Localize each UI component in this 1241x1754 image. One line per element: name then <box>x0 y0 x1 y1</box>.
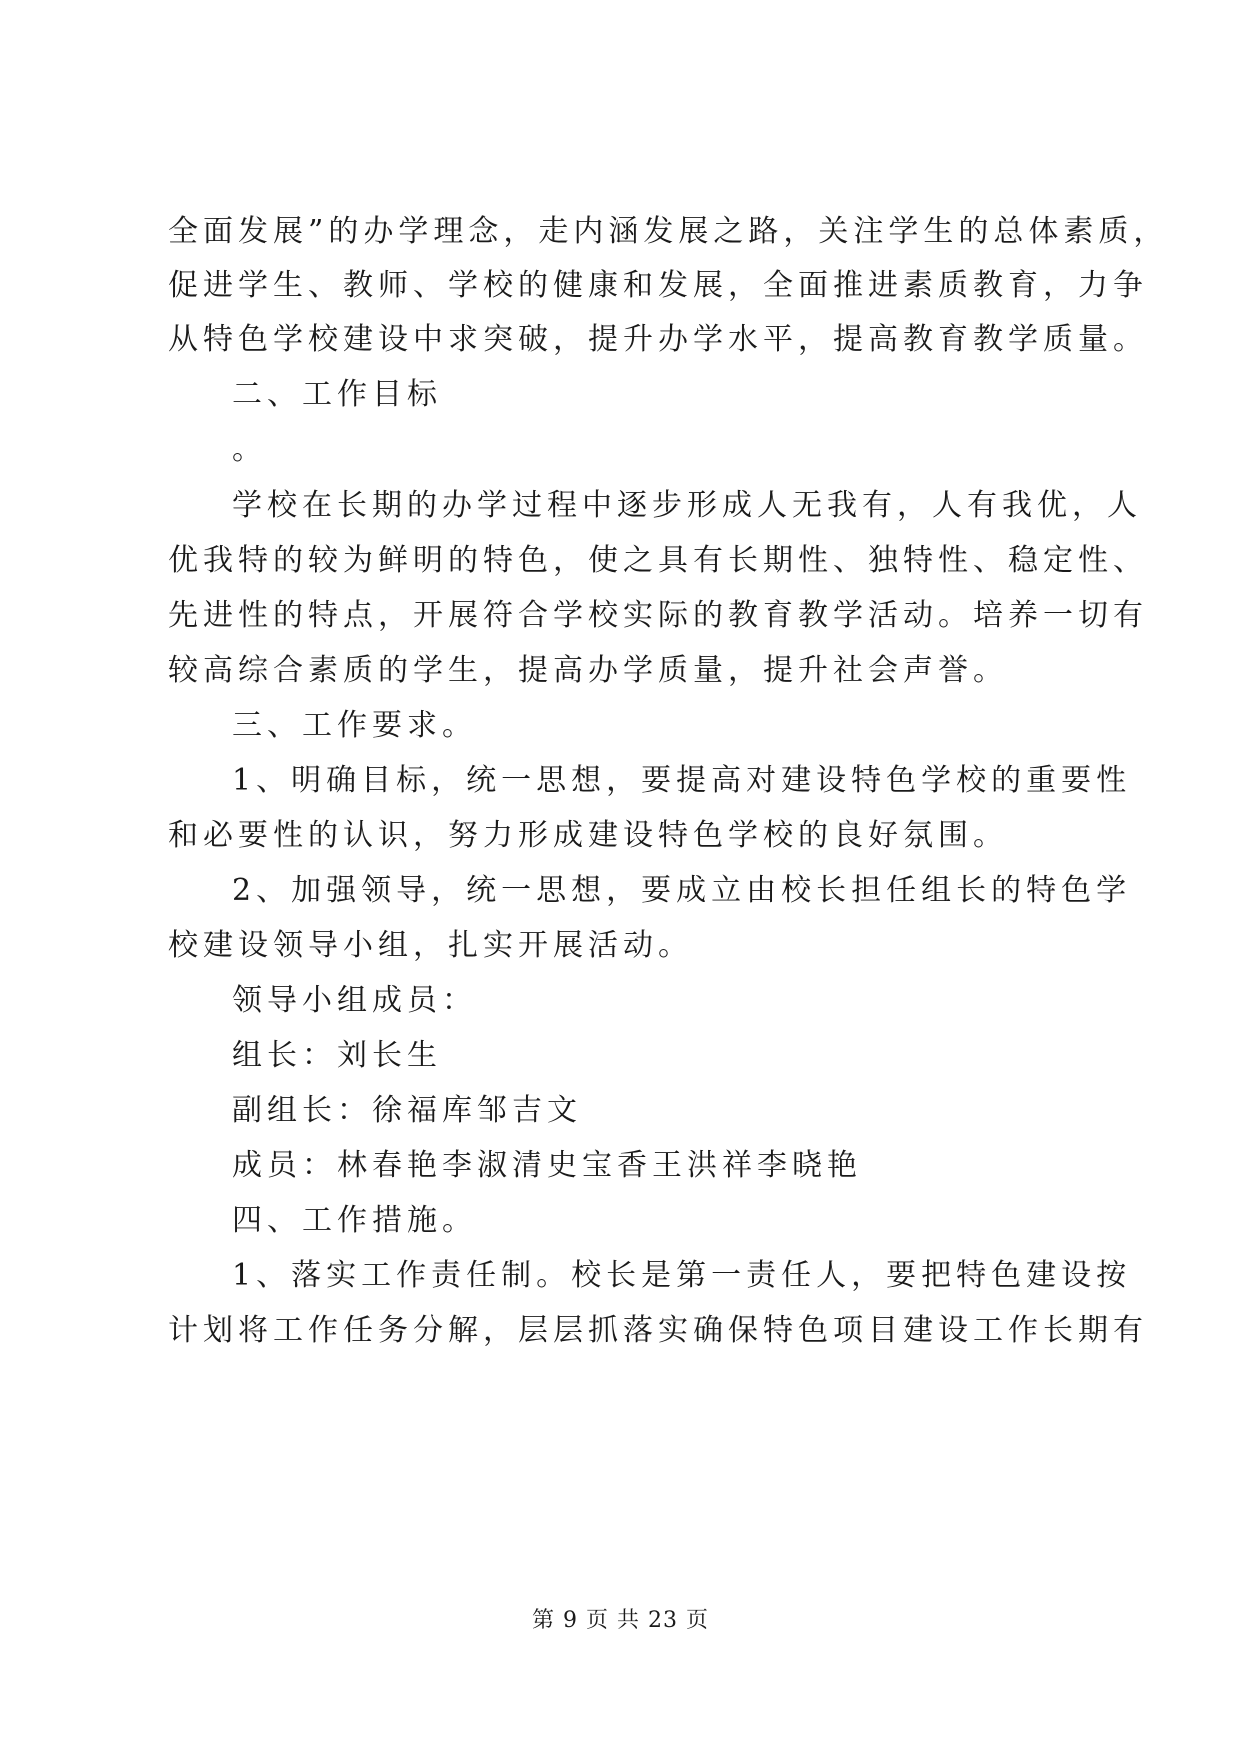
body-text-line: 较高综合素质的学生，提高办学质量，提升社会声誉。 <box>168 653 1008 688</box>
section-heading-goals: 二、工作目标 <box>232 377 442 412</box>
body-text-line: 成员：林春艳李淑清史宝香王洪祥李晓艳 <box>232 1148 862 1183</box>
body-text-line: 2、加强领导，统一思想，要成立由校长担任组长的特色学 <box>232 873 1132 908</box>
body-text-line: 全面发展”的办学理念，走内涵发展之路，关注学生的总体素质， <box>168 214 1169 249</box>
page-footer: 第 9 页 共 23 页 <box>532 1608 709 1633</box>
body-text-line: 校建设领导小组，扎实开展活动。 <box>168 928 693 963</box>
section-heading-requirements: 三、工作要求。 <box>232 708 477 743</box>
section-heading-measures: 四、工作措施。 <box>232 1203 477 1238</box>
body-text-line: 和必要性的认识，努力形成建设特色学校的良好氛围。 <box>168 818 1008 853</box>
body-text-line: 1、落实工作责任制。校长是第一责任人，要把特色建设按 <box>232 1258 1132 1293</box>
body-text-line: 计划将工作任务分解，层层抓落实确保特色项目建设工作长期有 <box>168 1313 1148 1348</box>
body-text-line: 1、明确目标，统一思想，要提高对建设特色学校的重要性 <box>232 763 1132 798</box>
body-text-line: 领导小组成员： <box>232 983 477 1018</box>
body-text-line: 副组长：徐福库邹吉文 <box>232 1093 582 1128</box>
body-text-line: 学校在长期的办学过程中逐步形成人无我有，人有我优，人 <box>232 488 1142 523</box>
body-text-line: 优我特的较为鲜明的特色，使之具有长期性、独特性、稳定性、 <box>168 543 1148 578</box>
body-text-line: 先进性的特点，开展符合学校实际的教育教学活动。培养一切有 <box>168 598 1148 633</box>
body-text-line: 。 <box>232 432 267 467</box>
body-text-line: 组长：刘长生 <box>232 1038 442 1073</box>
body-text-line: 促进学生、教师、学校的健康和发展，全面推进素质教育，力争 <box>168 268 1148 303</box>
body-text-line: 从特色学校建设中求突破，提升办学水平，提高教育教学质量。 <box>168 322 1148 357</box>
